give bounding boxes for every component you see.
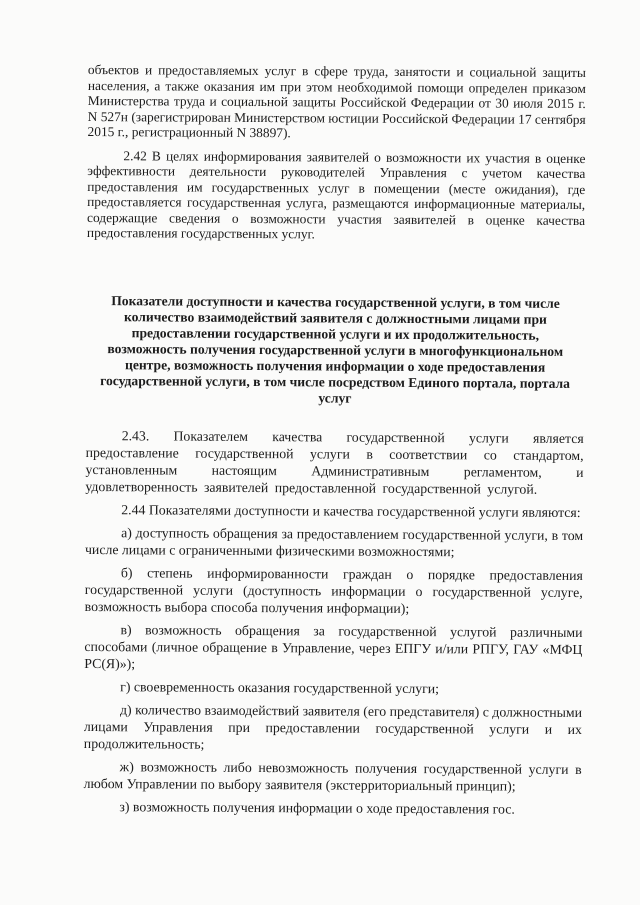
paragraph-2-42: 2.42 В целях информирования заявителей о возможности их участия в оценке эффективности деятельности руководителей Управления с учетом качества предоставления им государственных услуг в помещении (месте ожидания), где предоставляется государственная услуга, размещаются информационные материалы, содержащие сведения о возможности участия заявителей в оценке качества предоставления государственных услуг. [86,147,586,242]
section-heading: Показатели доступности и качества государственной услуги, в том числе количество взаимодействий заявителя с должностными лицами при предоставлении государственной услуги и их продолжительность, возможность получения государственной услуги в многофункциональном центре, возможность получения информации о ходе предоставления государственной услуги, в том числе посредством Единого портала, портала услуг [100,292,571,406]
list-item-z: з) возможность получения информации о ходе предоставления гос. [119,798,515,817]
page-content [83,62,586,818]
paragraph-2-43: 2.43. Показателем качества государственной услуги является предоставление государственной услуги в соответствии со стандартом, установленным настоящим Административным регламентом, и удовлетворенность заявителей предоставленной государственной услугой. [85,427,584,497]
top-text-block [87,62,586,244]
paragraph-continuation: объектов и предоставляемых услуг в сфере труда, занятости и социальной защиты населения, а также оказания им при этом необходимой помощи определен приказом Министерства труда и социальной защиты Российской Федерации от 30 июля 2015 г. N 527н (зарегистрирован Министерством юстиции Российской Федерации 17 сентября 2015 г., регистрационный N 38897). [87,62,586,141]
paragraph-2-44: 2.44 Показателями доступности и качества государственной услуги являются: [121,501,581,520]
indicators-section [83,426,583,817]
list-item-d: д) количество взаимодействий заявителя (его представителя) с должностными лицами Управления при предоставлении государственной услуги и их продолжительность; [83,701,583,752]
list-item-a: а) доступность обращения за предоставлением государственной услуги, в том числе лицами с ограниченными физическими возможностями; [84,524,584,559]
list-item-v: в) возможность обращения за государственной услугой различными способами (личное обращение в Управление, через ЕПГУ и/или РПГУ, ГАУ «МФЦ РС(Я)»); [84,621,583,671]
list-item-zh: ж) возможность либо невозможность получения государственной услуги в любом Управлении по выбору заявителя (экстерриториальный принцип); [83,758,582,794]
list-item-b: б) степень информированности граждан о порядке предоставления государственной услуги (доступность информации о государственной услуге, возможность выбора способа получения информации); [84,564,583,616]
list-item-g: г) своевременность оказания государственной услуги; [120,678,440,696]
